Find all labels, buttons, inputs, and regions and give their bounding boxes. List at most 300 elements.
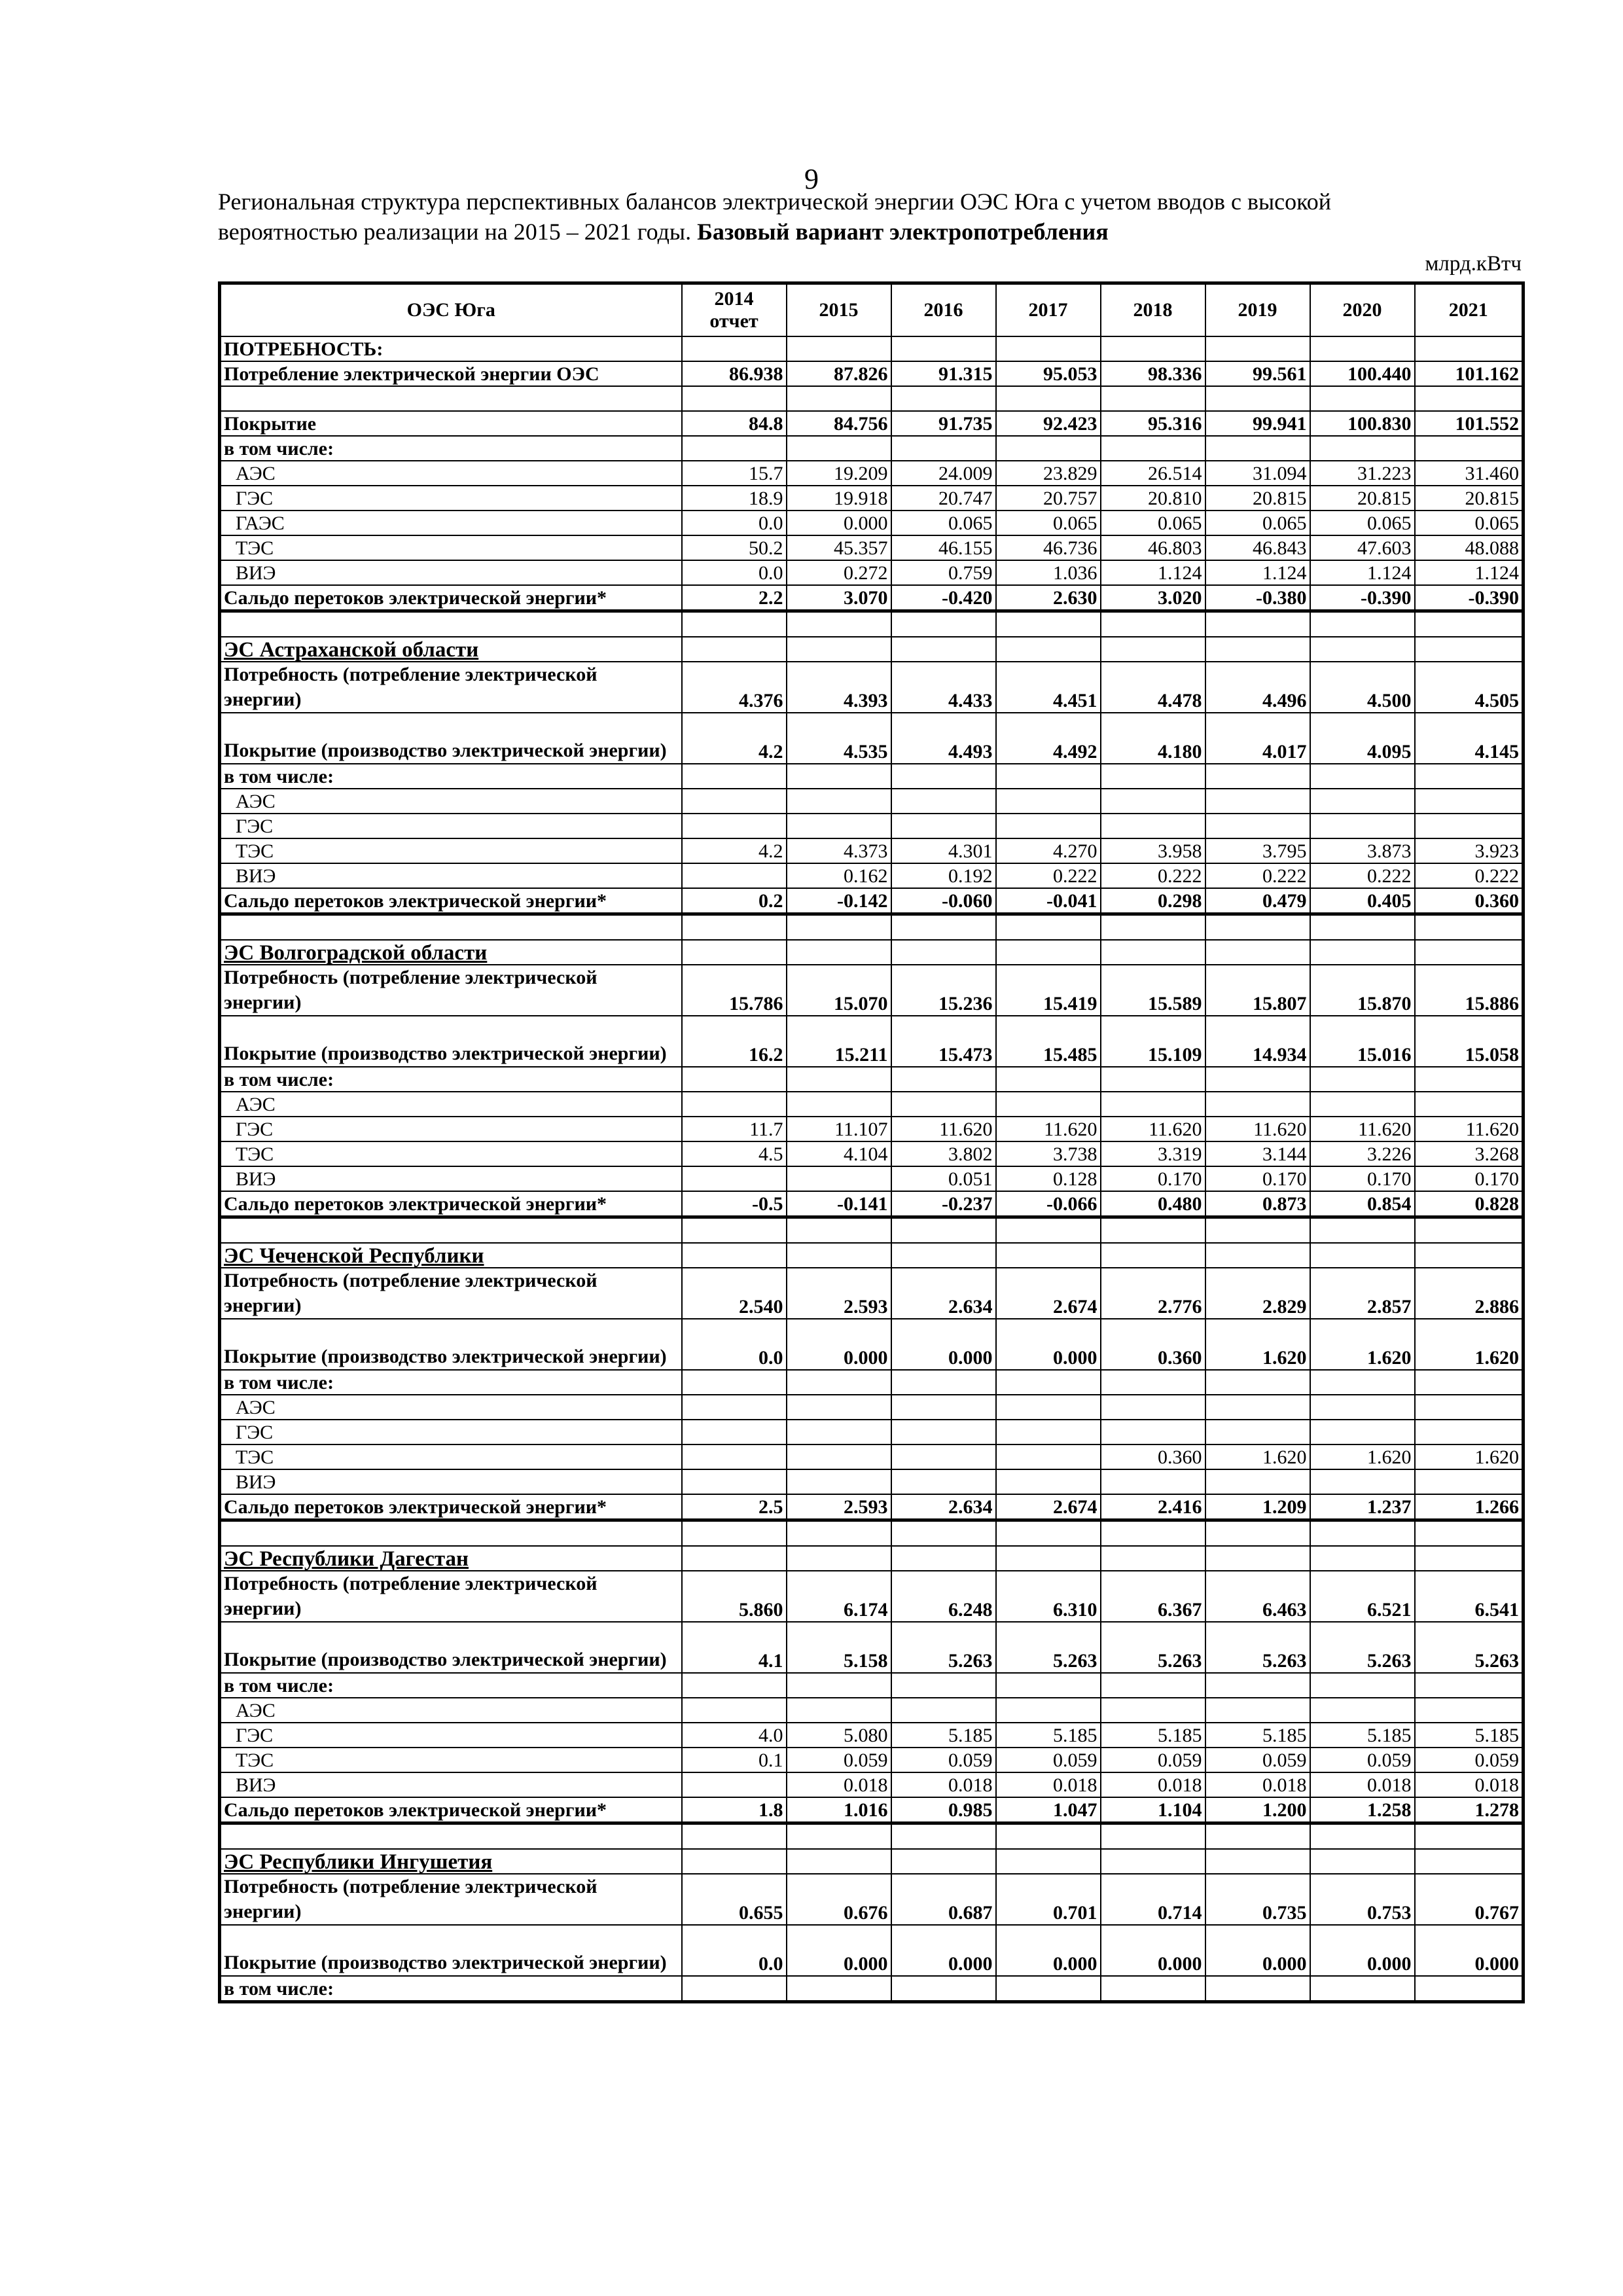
table-row (220, 637, 1524, 662)
row-label: Потребность (потребление электрической энергии) (220, 1571, 682, 1622)
row-value (787, 1092, 891, 1117)
row-value (682, 1772, 787, 1797)
table-row (220, 1395, 1524, 1420)
row-label (220, 611, 682, 637)
row-label: ВИЭ (220, 863, 682, 888)
row-value: 0.000 (1205, 1925, 1310, 1976)
row-value: 0.000 (1415, 1925, 1524, 1976)
row-value (1101, 1395, 1205, 1420)
row-value (1205, 336, 1310, 361)
row-value: 1.620 (1415, 1319, 1524, 1370)
row-value: 4.478 (1101, 662, 1205, 713)
row-value: 3.873 (1310, 838, 1415, 863)
row-value (891, 1444, 996, 1469)
table-row (220, 1067, 1524, 1092)
row-value (1101, 1823, 1205, 1850)
row-value: 5.860 (682, 1571, 787, 1622)
row-value: 2.540 (682, 1268, 787, 1319)
row-value (1101, 336, 1205, 361)
row-value: 0.767 (1415, 1874, 1524, 1925)
row-value (787, 1823, 891, 1850)
row-value: 2.593 (787, 1268, 891, 1319)
row-value (1205, 1243, 1310, 1268)
row-value: 1.016 (787, 1797, 891, 1823)
row-value: 91.315 (891, 361, 996, 386)
row-label: ТЭС (220, 1748, 682, 1772)
row-value (1101, 611, 1205, 637)
row-value (1101, 1217, 1205, 1244)
row-label: АЭС (220, 789, 682, 814)
row-value (787, 637, 891, 662)
row-value: 11.620 (1415, 1117, 1524, 1141)
row-value (682, 1444, 787, 1469)
row-value (1415, 611, 1524, 637)
row-value: -0.390 (1415, 585, 1524, 611)
row-value (1415, 1420, 1524, 1444)
row-value (1205, 1092, 1310, 1117)
row-value (996, 1067, 1101, 1092)
row-label: Покрытие (производство электрической энергии) (220, 1319, 682, 1370)
row-value (1310, 1546, 1415, 1571)
title-line-2-plain: вероятностью реализации на 2015 – 2021 годы. (218, 219, 692, 245)
row-value (1205, 1217, 1310, 1244)
row-value: 0.701 (996, 1874, 1101, 1925)
row-value (1415, 1823, 1524, 1850)
row-label: ГЭС (220, 486, 682, 511)
row-value: 0.000 (891, 1319, 996, 1370)
row-value: 11.107 (787, 1117, 891, 1141)
row-value (787, 914, 891, 941)
row-value (996, 1546, 1101, 1571)
row-value (682, 764, 787, 789)
row-value: 11.620 (1310, 1117, 1415, 1141)
row-value: -0.060 (891, 888, 996, 914)
row-value (891, 940, 996, 965)
row-value (1310, 1849, 1415, 1874)
table-row (220, 965, 1524, 1016)
row-label: в том числе: (220, 436, 682, 461)
row-value (1415, 436, 1524, 461)
row-value: 0.272 (787, 560, 891, 585)
row-value (1415, 764, 1524, 789)
row-value: 100.440 (1310, 361, 1415, 386)
row-value: 19.209 (787, 461, 891, 486)
row-value (1205, 789, 1310, 814)
table-row (220, 1141, 1524, 1166)
row-value (1205, 1976, 1310, 2002)
row-value: 5.185 (891, 1723, 996, 1748)
row-value: 5.263 (891, 1622, 996, 1673)
row-value (1205, 914, 1310, 941)
row-value (1205, 940, 1310, 965)
row-value: 0.059 (891, 1748, 996, 1772)
row-value: 100.830 (1310, 411, 1415, 436)
table-row (220, 1849, 1524, 1874)
row-value: 0.854 (1310, 1191, 1415, 1217)
row-label: Сальдо перетоков электрической энергии* (220, 1494, 682, 1520)
table-row (220, 535, 1524, 560)
row-value: 0.1 (682, 1748, 787, 1772)
row-value (682, 1546, 787, 1571)
row-value: 86.938 (682, 361, 787, 386)
row-value: 2.857 (1310, 1268, 1415, 1319)
row-value (1310, 914, 1415, 941)
row-value: 0.170 (1415, 1166, 1524, 1191)
row-value (682, 1370, 787, 1395)
row-value: 1.258 (1310, 1797, 1415, 1823)
title-line-2-bold: Базовый вариант электропотребления (697, 219, 1109, 245)
row-value (682, 386, 787, 411)
row-value (1205, 1370, 1310, 1395)
row-value (682, 1698, 787, 1723)
row-value (787, 1067, 891, 1092)
row-value (787, 814, 891, 838)
row-value: 20.747 (891, 486, 996, 511)
row-value (1415, 1520, 1524, 1547)
row-value: 6.310 (996, 1571, 1101, 1622)
row-value: 20.815 (1415, 486, 1524, 511)
row-value: 3.958 (1101, 838, 1205, 863)
row-value: 4.376 (682, 662, 787, 713)
table-row (220, 1823, 1524, 1850)
table-row (220, 560, 1524, 585)
row-label: ГЭС (220, 814, 682, 838)
row-value (787, 1849, 891, 1874)
row-value (1205, 1420, 1310, 1444)
row-value (1205, 611, 1310, 637)
row-value: 1.124 (1310, 560, 1415, 585)
row-value: 0.360 (1101, 1319, 1205, 1370)
row-value (1310, 1420, 1415, 1444)
row-value: 11.7 (682, 1117, 787, 1141)
row-value: 4.017 (1205, 713, 1310, 764)
row-value (891, 1698, 996, 1723)
row-value: 0.000 (1310, 1925, 1415, 1976)
row-label (220, 914, 682, 941)
table-row (220, 1772, 1524, 1797)
table-row (220, 1420, 1524, 1444)
row-value: 16.2 (682, 1016, 787, 1067)
row-value (1310, 764, 1415, 789)
row-value: 0.222 (1415, 863, 1524, 888)
row-value: 15.786 (682, 965, 787, 1016)
row-value (996, 1698, 1101, 1723)
row-value (682, 1067, 787, 1092)
row-value (682, 1520, 787, 1547)
row-value (1415, 1849, 1524, 1874)
row-value: 4.145 (1415, 713, 1524, 764)
row-value: 0.222 (1101, 863, 1205, 888)
row-value: 0.360 (1101, 1444, 1205, 1469)
table-row (220, 1925, 1524, 1976)
table-row (220, 1698, 1524, 1723)
row-value: 0.059 (1415, 1748, 1524, 1772)
row-value: 48.088 (1415, 535, 1524, 560)
row-value: 3.144 (1205, 1141, 1310, 1166)
row-value (1310, 336, 1415, 361)
table-row (220, 789, 1524, 814)
row-value: 4.301 (891, 838, 996, 863)
row-value: -0.380 (1205, 585, 1310, 611)
row-value: 0.018 (787, 1772, 891, 1797)
row-value: 4.393 (787, 662, 891, 713)
row-value: 0.018 (891, 1772, 996, 1797)
table-row (220, 461, 1524, 486)
header-region: ОЭС Юга (220, 283, 682, 337)
row-value (1310, 1520, 1415, 1547)
row-label: Потребление электрической энергии ОЭС (220, 361, 682, 386)
row-value: 4.270 (996, 838, 1101, 863)
row-value (787, 336, 891, 361)
row-value: 0.059 (1205, 1748, 1310, 1772)
table-row (220, 386, 1524, 411)
row-value (787, 764, 891, 789)
table-row (220, 585, 1524, 611)
table-row (220, 511, 1524, 535)
row-value: 15.070 (787, 965, 891, 1016)
row-value (1415, 1067, 1524, 1092)
row-value (891, 1067, 996, 1092)
table-row (220, 1319, 1524, 1370)
table-row (220, 888, 1524, 914)
row-value: 0.051 (891, 1166, 996, 1191)
row-value (787, 1217, 891, 1244)
row-label: АЭС (220, 1395, 682, 1420)
table-row (220, 486, 1524, 511)
page-number: 9 (804, 163, 819, 195)
table-row (220, 914, 1524, 941)
row-value: 0.018 (1205, 1772, 1310, 1797)
row-value (682, 1469, 787, 1494)
row-value: 0.018 (996, 1772, 1101, 1797)
row-value (1101, 1370, 1205, 1395)
row-value: 5.080 (787, 1723, 891, 1748)
row-value: 87.826 (787, 361, 891, 386)
row-value: 0.000 (996, 1925, 1101, 1976)
row-value (1415, 1976, 1524, 2002)
row-label: Покрытие (производство электрической энергии) (220, 1622, 682, 1673)
row-value: 0.065 (891, 511, 996, 535)
row-value: 15.058 (1415, 1016, 1524, 1067)
row-value (1205, 1520, 1310, 1547)
row-value (1101, 386, 1205, 411)
row-label (220, 1823, 682, 1850)
row-value (1415, 940, 1524, 965)
header-year-2014-note: отчет (709, 310, 758, 332)
row-value (1310, 386, 1415, 411)
row-value: 0.170 (1205, 1166, 1310, 1191)
row-value: 3.226 (1310, 1141, 1415, 1166)
row-label: Потребность (потребление электрической энергии) (220, 1268, 682, 1319)
row-value (1415, 814, 1524, 838)
row-value: 2.634 (891, 1494, 996, 1520)
row-value (891, 1217, 996, 1244)
table-row (220, 361, 1524, 386)
row-value: 4.505 (1415, 662, 1524, 713)
row-value (891, 814, 996, 838)
row-value (996, 637, 1101, 662)
row-value (1205, 1673, 1310, 1698)
row-value: 0.735 (1205, 1874, 1310, 1925)
row-value: 1.124 (1101, 560, 1205, 585)
row-value: 15.589 (1101, 965, 1205, 1016)
row-value (996, 814, 1101, 838)
row-value: 3.923 (1415, 838, 1524, 863)
row-value (1310, 436, 1415, 461)
row-value (682, 336, 787, 361)
row-value (682, 914, 787, 941)
row-value (787, 940, 891, 965)
table-row (220, 1494, 1524, 1520)
row-value: 20.815 (1205, 486, 1310, 511)
row-value (996, 1370, 1101, 1395)
row-value (996, 1823, 1101, 1850)
table-row (220, 814, 1524, 838)
row-value: 0.018 (1310, 1772, 1415, 1797)
row-value: 31.223 (1310, 461, 1415, 486)
row-value (996, 1976, 1101, 2002)
row-label: ЭС Волгоградской области (220, 940, 682, 965)
row-value: 6.463 (1205, 1571, 1310, 1622)
row-label: Сальдо перетоков электрической энергии* (220, 888, 682, 914)
row-value: -0.390 (1310, 585, 1415, 611)
row-value: 19.918 (787, 486, 891, 511)
row-value: 24.009 (891, 461, 996, 486)
row-value: 1.124 (1205, 560, 1310, 585)
table-row (220, 1217, 1524, 1244)
row-value (1310, 940, 1415, 965)
row-value (1205, 436, 1310, 461)
table-row (220, 838, 1524, 863)
row-value (682, 789, 787, 814)
row-value: 1.620 (1205, 1444, 1310, 1469)
row-value (1415, 637, 1524, 662)
row-value (787, 611, 891, 637)
row-value: 18.9 (682, 486, 787, 511)
row-value: 15.109 (1101, 1016, 1205, 1067)
row-value: 46.736 (996, 535, 1101, 560)
row-value (1101, 789, 1205, 814)
row-value (1101, 436, 1205, 461)
row-value (1415, 914, 1524, 941)
row-label: Потребность (потребление электрической энергии) (220, 1874, 682, 1925)
row-value (996, 1849, 1101, 1874)
row-label: ЭС Республики Дагестан (220, 1546, 682, 1571)
row-value: 2.886 (1415, 1268, 1524, 1319)
row-value (1101, 764, 1205, 789)
row-value (891, 1546, 996, 1571)
row-value (682, 1976, 787, 2002)
row-value (891, 1673, 996, 1698)
row-value (996, 1243, 1101, 1268)
row-label: Сальдо перетоков электрической энергии* (220, 1191, 682, 1217)
row-value (1310, 1395, 1415, 1420)
row-value (1101, 1243, 1205, 1268)
table-row (220, 1520, 1524, 1547)
row-value: 0.000 (1101, 1925, 1205, 1976)
row-label: Покрытие (производство электрической энергии) (220, 713, 682, 764)
row-value (891, 1849, 996, 1874)
row-value (787, 1976, 891, 2002)
row-value (1101, 1469, 1205, 1494)
row-value: 4.180 (1101, 713, 1205, 764)
table-row (220, 863, 1524, 888)
row-label: Потребность (потребление электрической энергии) (220, 662, 682, 713)
row-label: в том числе: (220, 764, 682, 789)
row-value (891, 336, 996, 361)
row-label: ВИЭ (220, 1772, 682, 1797)
table-row (220, 1673, 1524, 1698)
row-value (682, 863, 787, 888)
row-value (1205, 1546, 1310, 1571)
row-value (787, 1520, 891, 1547)
row-value: 5.185 (1205, 1723, 1310, 1748)
row-value: 4.5 (682, 1141, 787, 1166)
row-value (891, 789, 996, 814)
row-value (682, 1673, 787, 1698)
row-value: 0.170 (1310, 1166, 1415, 1191)
row-value: 20.810 (1101, 486, 1205, 511)
row-value: 4.1 (682, 1622, 787, 1673)
row-value: 0.065 (1101, 511, 1205, 535)
row-value: 0.059 (1310, 1748, 1415, 1772)
table-row (220, 1117, 1524, 1141)
row-value: 4.500 (1310, 662, 1415, 713)
row-label (220, 386, 682, 411)
row-value: 0.714 (1101, 1874, 1205, 1925)
row-label: ТЭС (220, 535, 682, 560)
table-row (220, 611, 1524, 637)
units-label: млрд.кВтч (1425, 252, 1522, 276)
row-value: 92.423 (996, 411, 1101, 436)
row-label: ВИЭ (220, 1469, 682, 1494)
row-value (682, 436, 787, 461)
row-value: 1.200 (1205, 1797, 1310, 1823)
table-row (220, 1016, 1524, 1067)
table-row (220, 1622, 1524, 1673)
row-value: 46.843 (1205, 535, 1310, 560)
row-value (682, 1092, 787, 1117)
row-value: 1.278 (1415, 1797, 1524, 1823)
row-label: в том числе: (220, 1976, 682, 2002)
row-value: 5.185 (1310, 1723, 1415, 1748)
row-value: 3.738 (996, 1141, 1101, 1166)
row-value (996, 336, 1101, 361)
row-value (1101, 1698, 1205, 1723)
table-row (220, 1723, 1524, 1748)
row-value (1310, 1673, 1415, 1698)
row-value: 0.018 (1101, 1772, 1205, 1797)
row-label: Сальдо перетоков электрической энергии* (220, 585, 682, 611)
row-value (787, 1420, 891, 1444)
table-row (220, 1797, 1524, 1823)
row-value (1101, 1067, 1205, 1092)
row-value: 0.0 (682, 1925, 787, 1976)
table-row (220, 1191, 1524, 1217)
row-value: 1.237 (1310, 1494, 1415, 1520)
row-value: 4.492 (996, 713, 1101, 764)
row-value (787, 1673, 891, 1698)
header-year: 2021 (1415, 283, 1524, 337)
row-value (1205, 1469, 1310, 1494)
row-label: в том числе: (220, 1370, 682, 1395)
row-value: 5.263 (1205, 1622, 1310, 1673)
row-value (1310, 1976, 1415, 2002)
table-row (220, 662, 1524, 713)
row-value: 47.603 (1310, 535, 1415, 560)
row-value: 6.367 (1101, 1571, 1205, 1622)
row-value (1205, 1067, 1310, 1092)
